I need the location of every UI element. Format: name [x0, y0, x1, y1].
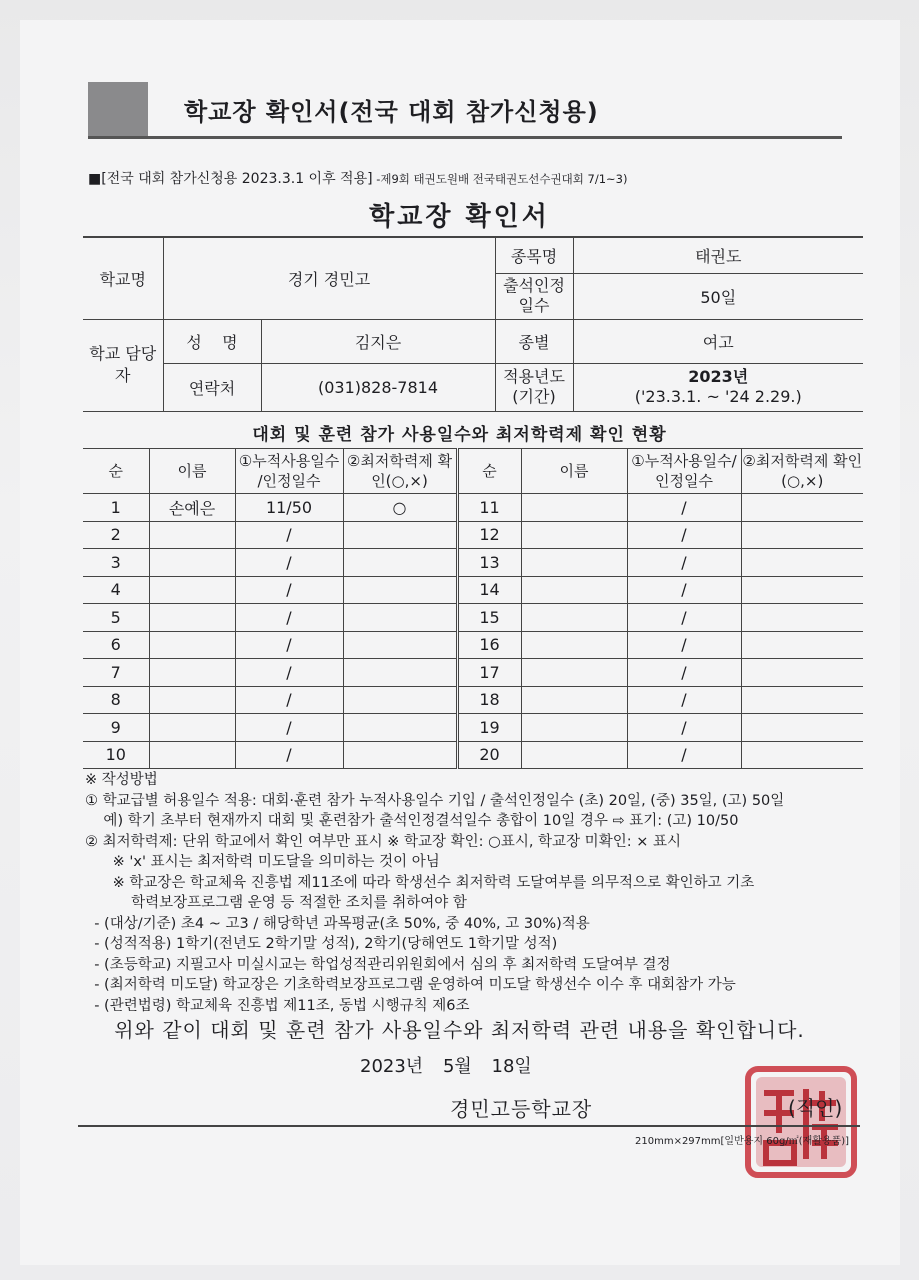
table-cell: /	[235, 631, 343, 659]
info-table	[83, 236, 863, 412]
table-cell: 18	[457, 686, 521, 714]
table-cell	[521, 741, 627, 769]
table-cell	[741, 686, 863, 714]
note-line: 학력보장프로그램 운영 등 적절한 조치를 취하여야 함	[85, 895, 467, 911]
table-cell	[343, 714, 457, 742]
table-cell: ○	[343, 494, 457, 522]
table-cell	[521, 576, 627, 604]
table-cell	[149, 549, 235, 577]
note-line: ※ 'x' 표시는 최저학력 미도달을 의미하는 것이 아님	[85, 854, 440, 870]
table-cell	[149, 714, 235, 742]
table-cell: /	[627, 631, 741, 659]
table-cell	[149, 604, 235, 632]
table-cell	[741, 604, 863, 632]
table-cell	[521, 604, 627, 632]
note-line: - (최저학력 미도달) 학교장은 기초학력보장프로그램 운영하여 미도달 학생선수 이수 후 대회참가 가능	[85, 977, 736, 993]
table-cell: /	[627, 714, 741, 742]
table-cell	[343, 659, 457, 687]
table-cell	[149, 521, 235, 549]
header-cell: 이름	[521, 449, 627, 494]
table-cell: 1	[83, 494, 149, 522]
table-cell	[521, 521, 627, 549]
table-cell	[521, 549, 627, 577]
table-cell: /	[627, 686, 741, 714]
table-cell: /	[235, 604, 343, 632]
doc-title: 학교장 확인서	[369, 202, 550, 232]
table-cell: /	[627, 494, 741, 522]
date-month: 5월	[442, 1056, 472, 1077]
table-cell: 17	[457, 659, 521, 687]
table-cell: /	[235, 714, 343, 742]
name-value: 김지은	[261, 319, 495, 363]
table-cell	[343, 604, 457, 632]
header-cell: ①누적사용일수/ 인정일수	[627, 449, 741, 494]
table-cell: /	[627, 741, 741, 769]
note-line: - (성적적용) 1학기(전년도 2학기말 성적), 2학기(당해연도 1학기말 성적)	[85, 936, 558, 952]
table-cell	[741, 631, 863, 659]
kind-label: 종별	[495, 319, 573, 363]
header-bar	[88, 82, 842, 139]
table-row	[83, 521, 863, 549]
table-cell: 11/50	[235, 494, 343, 522]
table-cell	[521, 714, 627, 742]
table-cell: 10	[83, 741, 149, 769]
year-cell	[573, 363, 863, 411]
table-cell: 14	[457, 576, 521, 604]
table-cell: 4	[83, 576, 149, 604]
usage-table	[83, 448, 863, 769]
table-cell	[521, 659, 627, 687]
table-cell: 8	[83, 686, 149, 714]
subtitle-main: ■[전국 대회 참가신청용 2023.3.1 이후 적용]	[88, 171, 373, 187]
table-cell	[343, 521, 457, 549]
header-cell: ①누적사용일수 /인정일수	[235, 449, 343, 494]
table-cell: /	[235, 659, 343, 687]
usage-table-body	[83, 449, 863, 769]
table-cell	[521, 631, 627, 659]
confirm-text: 위와 같이 대회 및 훈련 참가 사용일수와 최저학력 관련 내용을 확인합니다.	[114, 1018, 805, 1042]
table-cell: /	[627, 521, 741, 549]
table-cell	[149, 741, 235, 769]
table-cell: 15	[457, 604, 521, 632]
footer-line	[78, 1125, 860, 1127]
table-cell: 3	[83, 549, 149, 577]
table-cell: /	[235, 549, 343, 577]
date	[360, 1052, 532, 1078]
table-cell: 16	[457, 631, 521, 659]
table-cell: 손예은	[149, 494, 235, 522]
table-row	[83, 659, 863, 687]
table-cell: /	[627, 604, 741, 632]
event-label: 종목명	[495, 237, 573, 273]
table-row	[83, 714, 863, 742]
note-line: ② 최저학력제: 단위 학교에서 확인 여부만 표시 ※ 학교장 확인: ○표시, 학교장 미확인: × 표시	[85, 833, 681, 850]
table-cell: 2	[83, 521, 149, 549]
table-cell	[741, 549, 863, 577]
table-cell: /	[627, 576, 741, 604]
note-line: ① 학교급별 허용일수 적용: 대회·훈련 참가 누적사용일수 기입 / 출석인정일수 (초) 20일, (중) 35일, (고) 50일	[85, 792, 785, 809]
kind-value: 여고	[573, 319, 863, 363]
date-year: 2023년	[360, 1056, 424, 1077]
table-cell	[521, 494, 627, 522]
table-cell	[741, 521, 863, 549]
table-row	[83, 494, 863, 522]
paper-size: 210mm×297mm[일반용지 60g/㎡(재활용품)]	[635, 1136, 850, 1147]
table-cell: /	[235, 741, 343, 769]
subtitle-sub: -제9회 태권도원배 전국태권도선수권대회 7/1~3)	[372, 172, 628, 186]
table-row	[83, 631, 863, 659]
table-row	[83, 604, 863, 632]
header-cell: 이름	[149, 449, 235, 494]
table-cell	[149, 576, 235, 604]
header-title: 학교장 확인서(전국 대회 참가신청용)	[184, 98, 599, 126]
notes	[85, 770, 875, 1016]
table-cell: 7	[83, 659, 149, 687]
note-line: - (초등학교) 지필고사 미실시교는 학업성적관리위원회에서 심의 후 최저학력 도달여부 결정	[85, 956, 671, 973]
contact-value: (031)828-7814	[261, 363, 495, 411]
table-cell: 20	[457, 741, 521, 769]
name-label: 성 명	[163, 319, 261, 363]
table-cell	[343, 631, 457, 659]
header-cell: ②최저학력제 확인(○,×)	[343, 449, 457, 494]
table-row	[83, 741, 863, 769]
table-cell	[741, 659, 863, 687]
table-cell	[343, 549, 457, 577]
table-cell: 12	[457, 521, 521, 549]
manager-label: 학교 담당자	[83, 319, 163, 411]
header-cell: 순	[83, 449, 149, 494]
note-line: ※ 작성방법	[85, 772, 158, 788]
table-cell	[741, 576, 863, 604]
table-cell	[343, 576, 457, 604]
school-label: 학교명	[83, 237, 163, 319]
table-row	[83, 576, 863, 604]
event-value: 태권도	[573, 237, 863, 273]
date-day: 18일	[491, 1056, 532, 1077]
note-line: 예) 학기 초부터 현재까지 대회 및 훈련참가 출석인정결석일수 총합이 10일 경우 ⇨ 표기: (고) 10/50	[85, 813, 739, 829]
table-cell: /	[235, 576, 343, 604]
official-seal-icon	[742, 1063, 860, 1181]
table-cell	[521, 686, 627, 714]
table-cell	[741, 714, 863, 742]
table-cell	[149, 686, 235, 714]
table-cell	[149, 659, 235, 687]
table-cell: /	[235, 521, 343, 549]
attend-value: 50일	[573, 273, 863, 319]
table-cell: 5	[83, 604, 149, 632]
attend-label: 출석인정 일수	[495, 273, 573, 319]
year-label: 적용년도 (기간)	[495, 363, 573, 411]
section-title: 대회 및 훈련 참가 사용일수와 최저학력제 확인 현황	[252, 425, 667, 445]
note-line: ※ 학교장은 학교체육 진흥법 제11조에 따라 학생선수 최저학력 도달여부를 의무적으로 확인하고 기초	[85, 874, 755, 891]
header-cell: ②최저학력제 확인(○,×)	[741, 449, 863, 494]
table-cell: /	[627, 549, 741, 577]
table-cell	[343, 741, 457, 769]
table-cell: 19	[457, 714, 521, 742]
year-value: 2023년	[688, 367, 749, 386]
table-row	[83, 686, 863, 714]
table-cell: 6	[83, 631, 149, 659]
note-line: - (대상/기준) 초4 ~ 고3 / 해당학년 과목평균(초 50%, 중 40%, 고 30%)적용	[85, 915, 590, 932]
table-cell: 9	[83, 714, 149, 742]
contact-label: 연락처	[163, 363, 261, 411]
subtitle	[88, 168, 627, 188]
table-cell: 11	[457, 494, 521, 522]
note-line: - (관련법령) 학교체육 진흥법 제11조, 동법 시행규칙 제6조	[85, 997, 470, 1014]
table-cell: 13	[457, 549, 521, 577]
table-cell	[741, 494, 863, 522]
table-cell: /	[627, 659, 741, 687]
table-header-row	[83, 449, 863, 494]
header-cell: 순	[457, 449, 521, 494]
table-cell: /	[235, 686, 343, 714]
header-gray-block	[88, 82, 148, 136]
table-cell	[343, 686, 457, 714]
school-head: 경민고등학교장	[450, 1097, 593, 1121]
table-cell	[149, 631, 235, 659]
table-row	[83, 549, 863, 577]
table-cell	[741, 741, 863, 769]
period-value: ('23.3.1. ~ '24 2.29.)	[634, 387, 802, 406]
seal-text: (직인)	[788, 1096, 843, 1120]
school-value: 경기 경민고	[163, 237, 495, 319]
